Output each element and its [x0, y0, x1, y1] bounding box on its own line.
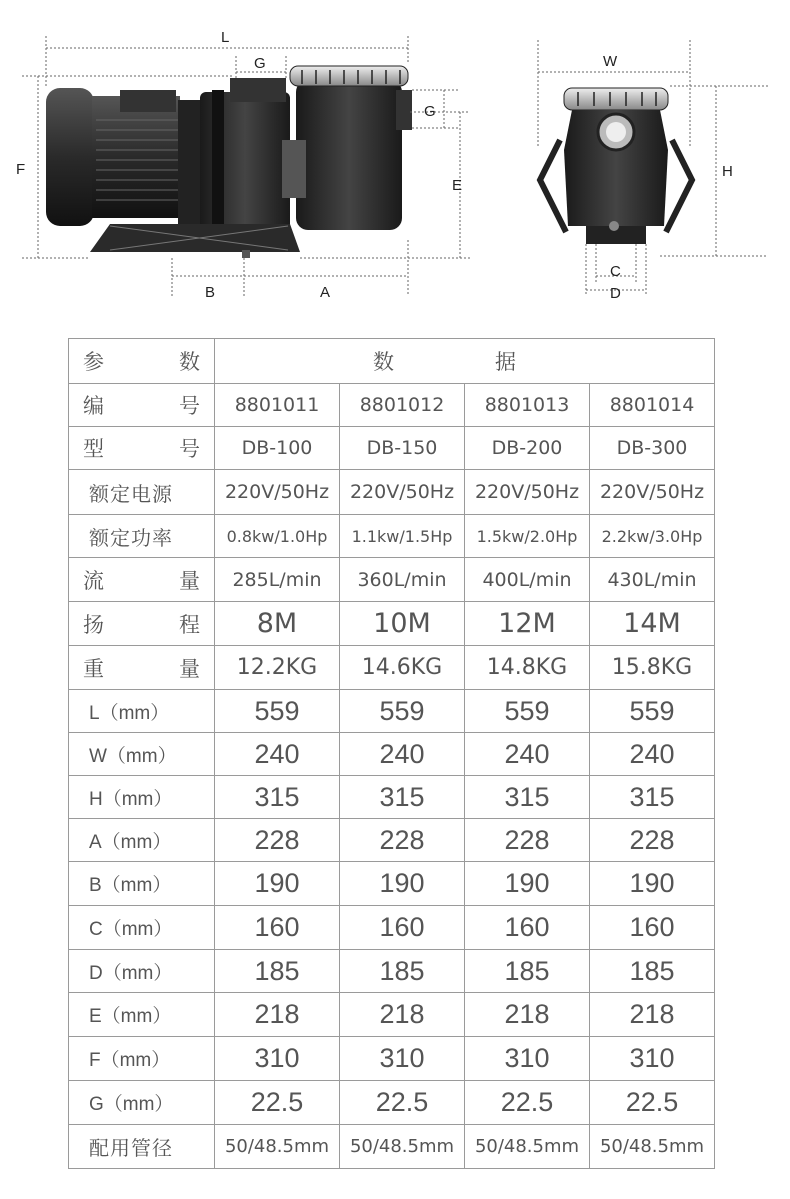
- row-value: 2.2kw/3.0Hp: [590, 515, 715, 558]
- dim-label-G-top: G: [254, 55, 266, 72]
- row-value: 315: [465, 776, 590, 819]
- table-row: [69, 646, 715, 690]
- table-row: [69, 558, 715, 602]
- row-value: 310: [215, 1037, 340, 1081]
- table-row: [69, 427, 715, 470]
- header-data: 数 据: [215, 339, 715, 384]
- row-value: 160: [215, 906, 340, 950]
- row-value: 8801011: [215, 384, 340, 427]
- row-value: 190: [465, 862, 590, 906]
- row-value: 315: [590, 776, 715, 819]
- row-value: 190: [340, 862, 465, 906]
- row-label: W（mm）: [69, 733, 215, 776]
- table-row: [69, 1125, 715, 1169]
- row-value: DB-300: [590, 427, 715, 470]
- pump-side-view: [46, 66, 412, 258]
- row-value: 15.8KG: [590, 646, 715, 690]
- row-value: 1.5kw/2.0Hp: [465, 515, 590, 558]
- row-value: DB-150: [340, 427, 465, 470]
- row-value: 559: [340, 690, 465, 733]
- row-value: 190: [590, 862, 715, 906]
- row-label: 额定电源: [69, 470, 215, 515]
- table-row: [69, 950, 715, 993]
- row-value: 400L/min: [465, 558, 590, 602]
- row-label: L（mm）: [69, 690, 215, 733]
- row-value: 240: [590, 733, 715, 776]
- table-row: [69, 515, 715, 558]
- row-value: 559: [465, 690, 590, 733]
- row-label: F（mm）: [69, 1037, 215, 1081]
- row-value: 220V/50Hz: [340, 470, 465, 515]
- dim-label-W: W: [603, 53, 618, 70]
- row-value: 10M: [340, 602, 465, 646]
- row-label: 配用管径: [69, 1125, 215, 1169]
- dim-label-L: L: [221, 29, 230, 46]
- table-row: [69, 733, 715, 776]
- row-value: 285L/min: [215, 558, 340, 602]
- pump-front-view: [540, 88, 692, 244]
- header-param: 参 数: [69, 339, 215, 384]
- row-value: 50/48.5mm: [215, 1125, 340, 1169]
- table-row: [69, 1081, 715, 1125]
- row-value: 50/48.5mm: [465, 1125, 590, 1169]
- row-value: 220V/50Hz: [215, 470, 340, 515]
- row-label: B（mm）: [69, 862, 215, 906]
- dim-label-H: H: [722, 163, 733, 180]
- row-value: DB-200: [465, 427, 590, 470]
- row-label: A（mm）: [69, 819, 215, 862]
- table-row: [69, 470, 715, 515]
- row-value: 310: [465, 1037, 590, 1081]
- row-value: 14.6KG: [340, 646, 465, 690]
- row-value: 185: [465, 950, 590, 993]
- table-row: [69, 862, 715, 906]
- row-value: 160: [340, 906, 465, 950]
- row-value: 190: [215, 862, 340, 906]
- dim-label-E: E: [452, 177, 463, 194]
- row-value: 22.5: [465, 1081, 590, 1125]
- row-value: 220V/50Hz: [465, 470, 590, 515]
- row-value: 160: [465, 906, 590, 950]
- row-value: 8801012: [340, 384, 465, 427]
- row-value: 160: [590, 906, 715, 950]
- dim-label-C: C: [610, 263, 621, 280]
- row-label: 型 号: [69, 427, 215, 470]
- row-value: 315: [215, 776, 340, 819]
- row-label: C（mm）: [69, 906, 215, 950]
- row-value: 14.8KG: [465, 646, 590, 690]
- row-value: 8801014: [590, 384, 715, 427]
- row-value: 22.5: [340, 1081, 465, 1125]
- row-value: 559: [590, 690, 715, 733]
- row-value: 315: [340, 776, 465, 819]
- row-value: 185: [590, 950, 715, 993]
- spec-table: [68, 338, 715, 1169]
- row-value: 12M: [465, 602, 590, 646]
- dim-label-B: B: [205, 284, 216, 301]
- row-value: 240: [215, 733, 340, 776]
- table-row: [69, 819, 715, 862]
- row-value: 218: [465, 993, 590, 1037]
- row-value: 185: [215, 950, 340, 993]
- row-value: 50/48.5mm: [340, 1125, 465, 1169]
- row-value: 559: [215, 690, 340, 733]
- row-value: 50/48.5mm: [590, 1125, 715, 1169]
- row-label: 扬 程: [69, 602, 215, 646]
- table-row: [69, 1037, 715, 1081]
- row-value: 228: [465, 819, 590, 862]
- row-value: 228: [340, 819, 465, 862]
- row-label: D（mm）: [69, 950, 215, 993]
- dim-label-G-side: G: [424, 103, 436, 120]
- table-header-row: [69, 339, 715, 384]
- row-value: 310: [340, 1037, 465, 1081]
- row-label: 编 号: [69, 384, 215, 427]
- row-value: 240: [465, 733, 590, 776]
- table-row: [69, 993, 715, 1037]
- row-value: 22.5: [215, 1081, 340, 1125]
- dim-label-A: A: [320, 284, 331, 301]
- row-value: 8M: [215, 602, 340, 646]
- row-value: 430L/min: [590, 558, 715, 602]
- row-value: 12.2KG: [215, 646, 340, 690]
- row-value: 218: [215, 993, 340, 1037]
- row-value: 228: [590, 819, 715, 862]
- row-value: 0.8kw/1.0Hp: [215, 515, 340, 558]
- row-value: 360L/min: [340, 558, 465, 602]
- table-row: [69, 602, 715, 646]
- row-value: 310: [590, 1037, 715, 1081]
- table-row: [69, 690, 715, 733]
- row-value: 240: [340, 733, 465, 776]
- dim-label-F: F: [16, 161, 26, 178]
- row-label: H（mm）: [69, 776, 215, 819]
- row-value: 8801013: [465, 384, 590, 427]
- table-row: [69, 906, 715, 950]
- row-label: E（mm）: [69, 993, 215, 1037]
- row-label: 额定功率: [69, 515, 215, 558]
- pump-dimension-diagram: [0, 0, 790, 320]
- row-value: 220V/50Hz: [590, 470, 715, 515]
- row-value: 14M: [590, 602, 715, 646]
- row-value: 218: [340, 993, 465, 1037]
- row-value: DB-100: [215, 427, 340, 470]
- row-value: 218: [590, 993, 715, 1037]
- row-value: 1.1kw/1.5Hp: [340, 515, 465, 558]
- row-label: 重 量: [69, 646, 215, 690]
- row-label: 流 量: [69, 558, 215, 602]
- row-value: 228: [215, 819, 340, 862]
- row-label: G（mm）: [69, 1081, 215, 1125]
- dim-label-D: D: [610, 285, 621, 302]
- row-value: 22.5: [590, 1081, 715, 1125]
- table-row: [69, 384, 715, 427]
- table-row: [69, 776, 715, 819]
- row-value: 185: [340, 950, 465, 993]
